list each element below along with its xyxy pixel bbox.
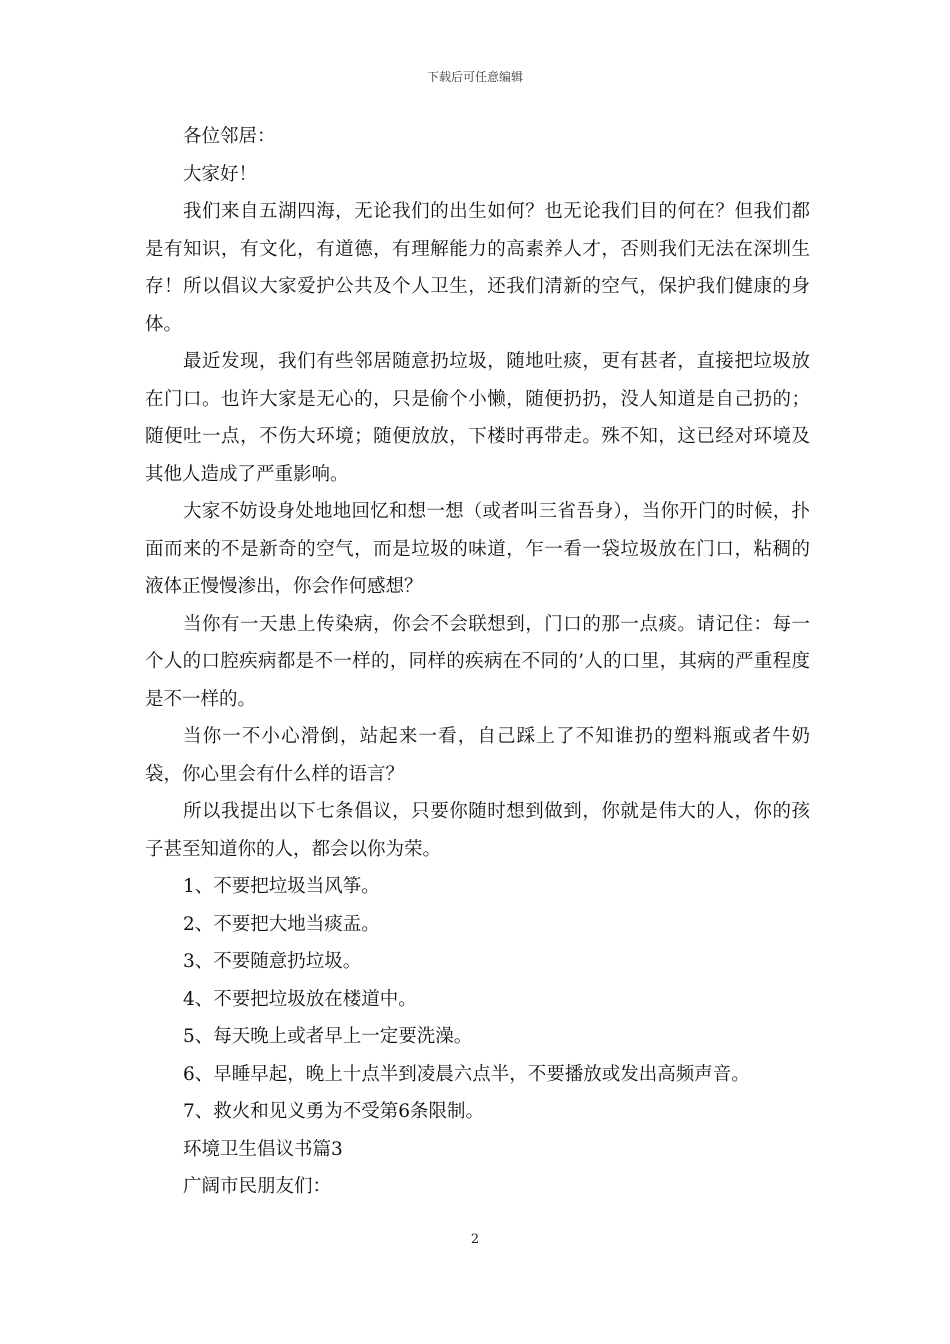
- list-item: 1、不要把垃圾当风筝。: [183, 876, 380, 897]
- list-item: 3、不要随意扔垃圾。: [183, 951, 362, 972]
- list-item: 4、不要把垃圾放在楼道中。: [183, 988, 417, 1010]
- body-paragraph: 当你一不小心滑倒，站起来一看，自己踩上了不知谁扔的塑料瓶或者牛奶袋，你心里会有什么样的语言？: [145, 726, 810, 785]
- body-paragraph: 我们来自五湖四海，无论我们的出生如何？也无论我们目的何在？但我们都是有知识，有文化，有道德，有理解能力的高素养人才，否则我们无法在深圳生存！所以倡议大家爱护公共及个人卫生，还我们清新的空气，保护我们健康的身体。: [145, 201, 810, 335]
- greeting: 大家好！: [183, 163, 258, 185]
- document-body: [145, 118, 810, 1206]
- body-paragraph: 当你有一天患上传染病，你会不会联想到，门口的那一点痰。请记住：每一个人的口腔疾病都是不一样的，同样的疾病在不同的’人的口里，其病的严重程度是不一样的。: [145, 613, 810, 710]
- salutation: 各位邻居：: [183, 126, 276, 147]
- body-paragraph: 大家不妨设身处地地回忆和想一想（或者叫三省吾身），当你开门的时候，扑面而来的不是新奇的空气，而是垃圾的味道，乍一看一袋垃圾放在门口，粘稠的液体正慢慢渗出，你会作何感想？: [145, 501, 810, 597]
- list-item: 2、不要把大地当痰盂。: [183, 913, 380, 935]
- body-paragraph: 所以我提出以下七条倡议，只要你随时想到做到，你就是伟大的人，你的孩子甚至知道你的人，都会以你为荣。: [145, 801, 810, 860]
- page-header: 下载后可任意编辑: [426, 70, 523, 84]
- section-title: 环境卫生倡议书篇3: [183, 1138, 343, 1160]
- page-number: 2: [470, 1232, 480, 1247]
- salutation: 广阔市民朋友们：: [183, 1176, 332, 1197]
- body-paragraph: 最近发现，我们有些邻居随意扔垃圾，随地吐痰，更有甚者，直接把垃圾放在门口。也许大家是无心的，只是偷个小懒，随便扔扔，没人知道是自己扔的；随便吐一点，不伤大环境；随便放放，下楼时再带走。殊不知，这已经对环境及其他人造成了严重影响。: [145, 351, 810, 485]
- list-item: 7、救火和见义勇为不受第6条限制。: [183, 1101, 485, 1122]
- list-item: 6、早睡早起，晚上十点半到凌晨六点半，不要播放或发出高频声音。: [183, 1063, 750, 1085]
- list-item: 5、每天晚上或者早上一定要洗澡。: [183, 1026, 473, 1047]
